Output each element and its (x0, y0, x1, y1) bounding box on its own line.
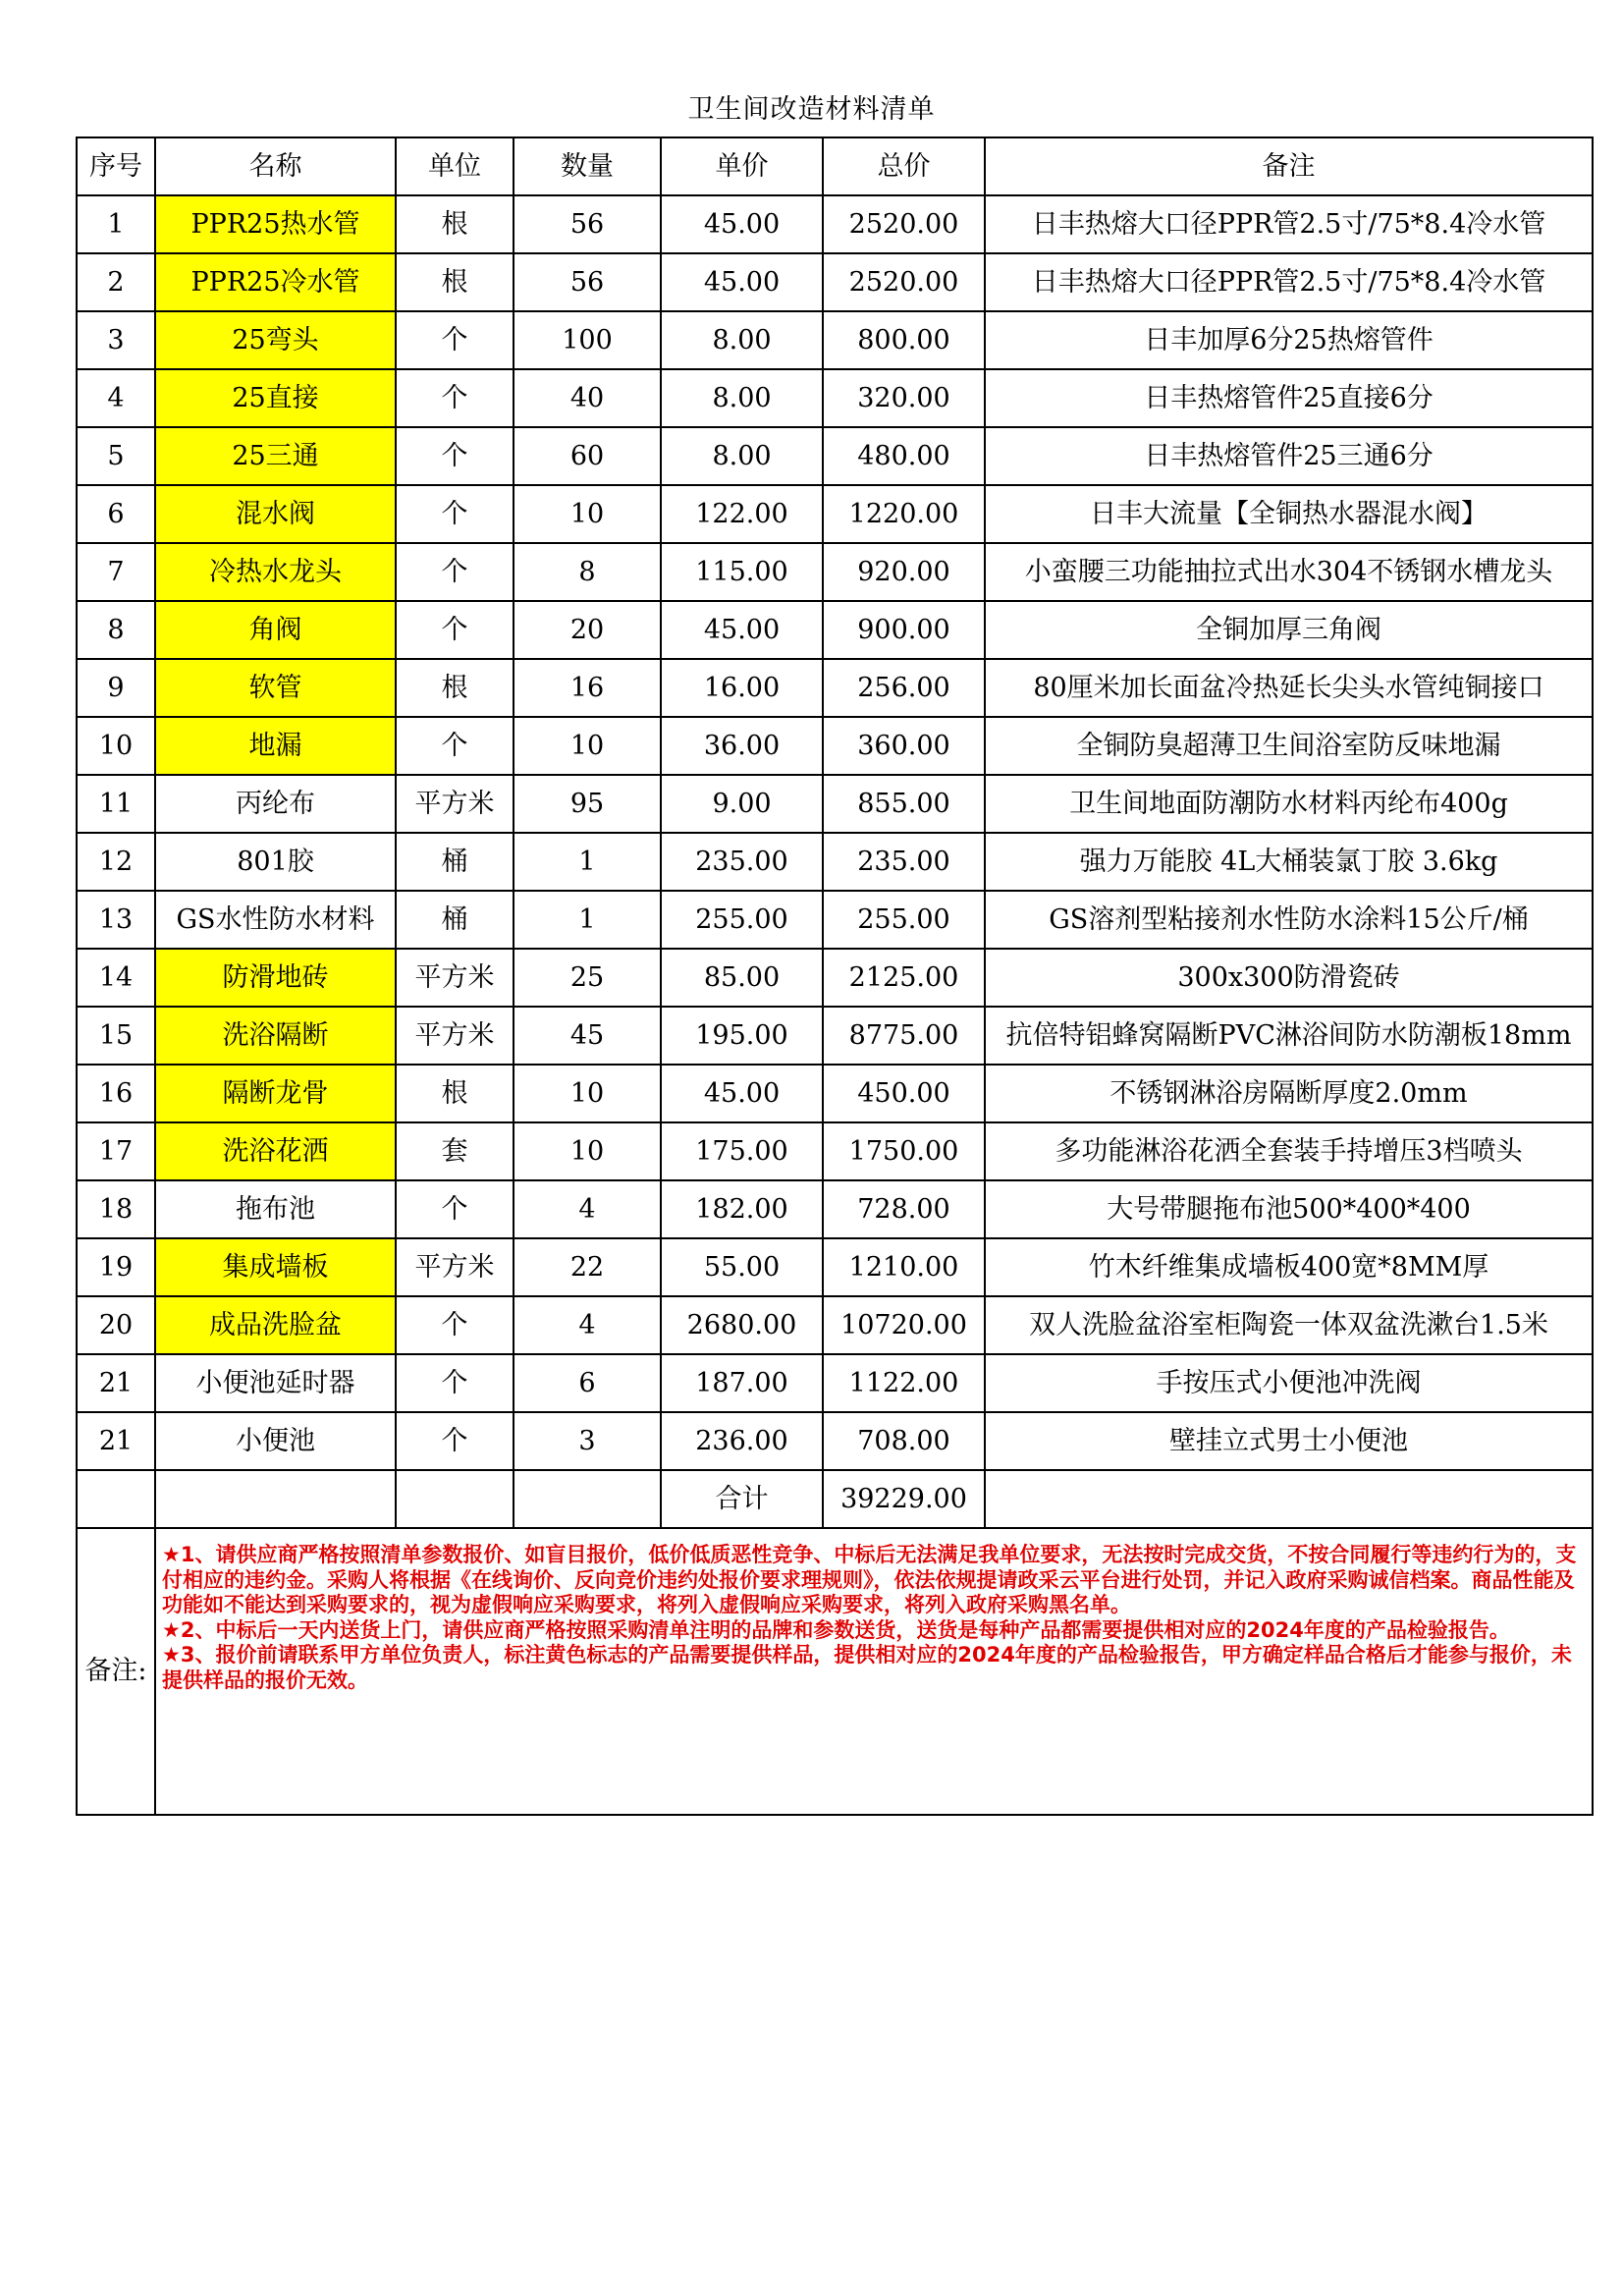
cell-no: 17 (77, 1122, 155, 1180)
cell-qty: 4 (514, 1180, 661, 1238)
cell-total: 800.00 (823, 311, 985, 369)
cell-qty: 56 (514, 195, 661, 253)
notes-row (77, 1528, 1593, 1815)
cell-qty: 95 (514, 775, 661, 833)
cell-total: 2520.00 (823, 195, 985, 253)
cell-name: 洗浴花洒 (155, 1122, 396, 1180)
cell-unit: 个 (396, 485, 514, 543)
column-header-price: 单价 (661, 137, 823, 195)
cell-no: 14 (77, 949, 155, 1007)
cell-qty: 10 (514, 1122, 661, 1180)
table-header-row (77, 137, 1593, 195)
cell-unit: 个 (396, 311, 514, 369)
cell-unit: 平方米 (396, 775, 514, 833)
cell-remark: 日丰热熔管件25三通6分 (985, 427, 1593, 485)
cell-qty: 100 (514, 311, 661, 369)
cell-unit: 个 (396, 1354, 514, 1412)
cell-price: 8.00 (661, 427, 823, 485)
cell-qty: 45 (514, 1007, 661, 1065)
cell-unit: 个 (396, 543, 514, 601)
cell-remark: 日丰大流量【全铜热水器混水阀】 (985, 485, 1593, 543)
cell-no: 2 (77, 253, 155, 311)
cell-qty: 22 (514, 1238, 661, 1296)
cell-total: 450.00 (823, 1065, 985, 1122)
table-row (77, 1412, 1593, 1470)
cell-price: 236.00 (661, 1412, 823, 1470)
column-header-no: 序号 (77, 137, 155, 195)
table-row (77, 1122, 1593, 1180)
note-item: ★3、报价前请联系甲方单位负责人，标注黄色标志的产品需要提供样品，提供相对应的2024年度的产品检验报告，甲方确定样品合格后才能参与报价，未提供样品的报价无效。 (162, 1643, 1572, 1692)
cell-name: PPR25冷水管 (155, 253, 396, 311)
cell-remark: 抗倍特铝蜂窝隔断PVC淋浴间防水防潮板18mm (985, 1007, 1593, 1065)
cell-qty: 20 (514, 601, 661, 659)
cell-total: 855.00 (823, 775, 985, 833)
cell-remark: 竹木纤维集成墙板400宽*8MM厚 (985, 1238, 1593, 1296)
cell-qty: 25 (514, 949, 661, 1007)
table-row (77, 833, 1593, 891)
notes-content (155, 1528, 1593, 1815)
cell-name: 丙纶布 (155, 775, 396, 833)
cell-no: 7 (77, 543, 155, 601)
table-row (77, 543, 1593, 601)
cell-no: 15 (77, 1007, 155, 1065)
cell-no: 3 (77, 311, 155, 369)
materials-table (76, 137, 1594, 1816)
cell-remark: 300x300防滑瓷砖 (985, 949, 1593, 1007)
cell-qty: 4 (514, 1296, 661, 1354)
cell-remark: 壁挂立式男士小便池 (985, 1412, 1593, 1470)
cell-remark: 强力万能胶 4L大桶装氯丁胶 3.6kg (985, 833, 1593, 891)
cell-unit: 套 (396, 1122, 514, 1180)
cell-name: 25弯头 (155, 311, 396, 369)
column-header-qty: 数量 (514, 137, 661, 195)
table-row (77, 949, 1593, 1007)
note-item: ★2、中标后一天内送货上门，请供应商严格按照采购清单注明的品牌和参数送货，送货是每种产品都需要提供相对应的2024年度的产品检验报告。 (162, 1617, 1510, 1642)
cell-no: 21 (77, 1412, 155, 1470)
cell-total: 1750.00 (823, 1122, 985, 1180)
cell-total: 1210.00 (823, 1238, 985, 1296)
cell-unit: 根 (396, 195, 514, 253)
cell-total: 256.00 (823, 659, 985, 717)
cell-name: 地漏 (155, 717, 396, 775)
cell-no: 11 (77, 775, 155, 833)
cell-total: 255.00 (823, 891, 985, 949)
cell-total: 235.00 (823, 833, 985, 891)
table-row (77, 775, 1593, 833)
cell-unit: 个 (396, 717, 514, 775)
cell-name: 冷热水龙头 (155, 543, 396, 601)
cell-price: 9.00 (661, 775, 823, 833)
cell-no: 9 (77, 659, 155, 717)
cell-qty: 3 (514, 1412, 661, 1470)
cell-unit: 平方米 (396, 1007, 514, 1065)
column-header-total: 总价 (823, 137, 985, 195)
table-row (77, 1007, 1593, 1065)
cell-price: 55.00 (661, 1238, 823, 1296)
cell-remark: 全铜加厚三角阀 (985, 601, 1593, 659)
cell-remark: 不锈钢淋浴房隔断厚度2.0mm (985, 1065, 1593, 1122)
cell-price: 182.00 (661, 1180, 823, 1238)
cell-name: 混水阀 (155, 485, 396, 543)
cell-no: 6 (77, 485, 155, 543)
cell-unit: 个 (396, 601, 514, 659)
cell-no: 12 (77, 833, 155, 891)
notes-label: 备注: (77, 1528, 155, 1815)
cell-unit: 根 (396, 659, 514, 717)
table-row (77, 1238, 1593, 1296)
cell-no: 16 (77, 1065, 155, 1122)
cell-unit: 个 (396, 1296, 514, 1354)
cell-total: 1122.00 (823, 1354, 985, 1412)
cell-unit: 个 (396, 369, 514, 427)
cell-total: 728.00 (823, 1180, 985, 1238)
cell-total: 320.00 (823, 369, 985, 427)
cell-total: 708.00 (823, 1412, 985, 1470)
cell-price: 8.00 (661, 369, 823, 427)
table-row (77, 427, 1593, 485)
cell-qty: 10 (514, 1065, 661, 1122)
table-row (77, 717, 1593, 775)
cell-unit: 个 (396, 1412, 514, 1470)
cell-unit: 个 (396, 1180, 514, 1238)
cell-price: 187.00 (661, 1354, 823, 1412)
cell-unit: 桶 (396, 833, 514, 891)
cell-price: 36.00 (661, 717, 823, 775)
cell-remark: 大号带腿拖布池500*400*400 (985, 1180, 1593, 1238)
cell-name: 成品洗脸盆 (155, 1296, 396, 1354)
summary-label: 合计 (661, 1470, 823, 1528)
cell-name: 小便池 (155, 1412, 396, 1470)
cell-unit: 根 (396, 1065, 514, 1122)
table-row (77, 311, 1593, 369)
cell-price: 45.00 (661, 253, 823, 311)
column-header-unit: 单位 (396, 137, 514, 195)
cell-total: 10720.00 (823, 1296, 985, 1354)
cell-remark: 日丰热熔大口径PPR管2.5寸/75*8.4冷水管 (985, 195, 1593, 253)
cell-price: 85.00 (661, 949, 823, 1007)
table-row (77, 253, 1593, 311)
summary-row (77, 1470, 1593, 1528)
note-item: ★1、请供应商严格按照清单参数报价、如盲目报价，低价低质恶性竞争、中标后无法满足我单位要求，无法按时完成交货，不按合同履行等违约行为的，支付相应的违约金。采购人将根据《在线询价、反向竞价违约处报价要求理规则》，依法依规提请政采云平台进行处罚，并记入政府采购诚信档案。商品性能及功能如不能达到采购要求的，视为虚假响应采购要求，将列入虚假响应采购要求，将列入政府采购黑名单。 (162, 1543, 1577, 1616)
page-title: 卫生间改造材料清单 (687, 94, 936, 125)
cell-price: 122.00 (661, 485, 823, 543)
cell-price: 195.00 (661, 1007, 823, 1065)
cell-no: 10 (77, 717, 155, 775)
cell-name: 集成墙板 (155, 1238, 396, 1296)
cell-total: 2520.00 (823, 253, 985, 311)
cell-remark: 日丰加厚6分25热熔管件 (985, 311, 1593, 369)
cell-name: 小便池延时器 (155, 1354, 396, 1412)
cell-no: 5 (77, 427, 155, 485)
cell-no: 13 (77, 891, 155, 949)
table-row (77, 1065, 1593, 1122)
cell-price: 115.00 (661, 543, 823, 601)
cell-name: 25直接 (155, 369, 396, 427)
cell-total: 900.00 (823, 601, 985, 659)
cell-qty: 1 (514, 891, 661, 949)
cell-name: 拖布池 (155, 1180, 396, 1238)
cell-total: 360.00 (823, 717, 985, 775)
cell-qty: 8 (514, 543, 661, 601)
cell-name: 软管 (155, 659, 396, 717)
cell-remark: 小蛮腰三功能抽拉式出水304不锈钢水槽龙头 (985, 543, 1593, 601)
cell-no: 4 (77, 369, 155, 427)
cell-remark: 多功能淋浴花洒全套装手持增压3档喷头 (985, 1122, 1593, 1180)
cell-remark: 双人洗脸盆浴室柜陶瓷一体双盆洗漱台1.5米 (985, 1296, 1593, 1354)
cell-total: 1220.00 (823, 485, 985, 543)
table-row (77, 1354, 1593, 1412)
cell-total: 2125.00 (823, 949, 985, 1007)
cell-qty: 1 (514, 833, 661, 891)
cell-total: 920.00 (823, 543, 985, 601)
empty-cell (396, 1470, 514, 1528)
summary-total: 39229.00 (823, 1470, 985, 1528)
empty-cell (77, 1470, 155, 1528)
cell-price: 175.00 (661, 1122, 823, 1180)
cell-unit: 根 (396, 253, 514, 311)
cell-name: GS水性防水材料 (155, 891, 396, 949)
empty-cell (514, 1470, 661, 1528)
cell-qty: 10 (514, 717, 661, 775)
cell-price: 16.00 (661, 659, 823, 717)
cell-total: 480.00 (823, 427, 985, 485)
cell-remark: GS溶剂型粘接剂水性防水涂料15公斤/桶 (985, 891, 1593, 949)
cell-no: 8 (77, 601, 155, 659)
cell-name: 隔断龙骨 (155, 1065, 396, 1122)
cell-price: 45.00 (661, 601, 823, 659)
cell-price: 8.00 (661, 311, 823, 369)
cell-remark: 日丰热熔大口径PPR管2.5寸/75*8.4冷水管 (985, 253, 1593, 311)
cell-name: PPR25热水管 (155, 195, 396, 253)
cell-qty: 60 (514, 427, 661, 485)
cell-price: 255.00 (661, 891, 823, 949)
table-row (77, 891, 1593, 949)
cell-remark: 日丰热熔管件25直接6分 (985, 369, 1593, 427)
cell-unit: 平方米 (396, 949, 514, 1007)
cell-unit: 个 (396, 427, 514, 485)
cell-remark: 手按压式小便池冲洗阀 (985, 1354, 1593, 1412)
cell-name: 25三通 (155, 427, 396, 485)
cell-qty: 6 (514, 1354, 661, 1412)
cell-name: 角阀 (155, 601, 396, 659)
cell-name: 洗浴隔断 (155, 1007, 396, 1065)
table-row (77, 1296, 1593, 1354)
cell-price: 235.00 (661, 833, 823, 891)
table-row (77, 485, 1593, 543)
table-row (77, 601, 1593, 659)
cell-remark: 全铜防臭超薄卫生间浴室防反味地漏 (985, 717, 1593, 775)
cell-no: 19 (77, 1238, 155, 1296)
table-row (77, 659, 1593, 717)
cell-unit: 平方米 (396, 1238, 514, 1296)
empty-cell (155, 1470, 396, 1528)
cell-qty: 56 (514, 253, 661, 311)
cell-name: 801胶 (155, 833, 396, 891)
cell-name: 防滑地砖 (155, 949, 396, 1007)
cell-price: 45.00 (661, 1065, 823, 1122)
cell-total: 8775.00 (823, 1007, 985, 1065)
cell-no: 20 (77, 1296, 155, 1354)
column-header-name: 名称 (155, 137, 396, 195)
cell-no: 18 (77, 1180, 155, 1238)
cell-remark: 卫生间地面防潮防水材料丙纶布400g (985, 775, 1593, 833)
empty-cell (985, 1470, 1593, 1528)
cell-price: 45.00 (661, 195, 823, 253)
column-header-remark: 备注 (985, 137, 1593, 195)
cell-qty: 16 (514, 659, 661, 717)
cell-unit: 桶 (396, 891, 514, 949)
cell-no: 1 (77, 195, 155, 253)
cell-price: 2680.00 (661, 1296, 823, 1354)
cell-remark: 80厘米加长面盆冷热延长尖头水管纯铜接口 (985, 659, 1593, 717)
table-row (77, 1180, 1593, 1238)
table-row (77, 195, 1593, 253)
cell-qty: 40 (514, 369, 661, 427)
cell-qty: 10 (514, 485, 661, 543)
table-row (77, 369, 1593, 427)
cell-no: 21 (77, 1354, 155, 1412)
